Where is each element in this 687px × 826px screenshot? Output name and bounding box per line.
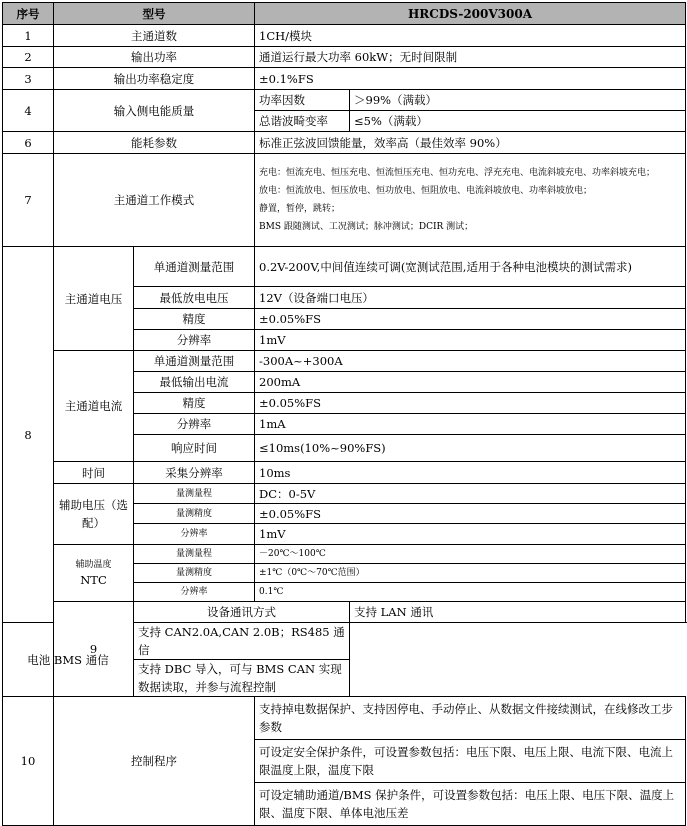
item-value: 可设定辅助通道/BMS 保护条件，可设置参数包括：电压上限、电压下限、温度上限、温度下限、单体电池压差 [255, 783, 686, 826]
item-value: 支持 CAN2.0A,CAN 2.0B；RS485 通信 [134, 623, 350, 660]
spec-value: 1mV [255, 330, 686, 351]
work-mode-rest: 静置，暂停，跳转； [259, 204, 341, 214]
table-row [3, 462, 686, 484]
spec-label: 量测精度 [134, 504, 255, 524]
item-value: 通道运行最大功率 60kW；无时间限制 [255, 47, 686, 68]
thd-value: ≤5%（满载） [350, 111, 686, 132]
row-number: 10 [3, 697, 54, 826]
spec-value: 0.1℃ [255, 583, 686, 602]
item-name: 能耗参数 [54, 132, 255, 154]
item-name: 电池 BMS 通信 [3, 623, 134, 697]
work-mode-discharge: 放电：恒流放电、恒压放电、恒功放电、恒阻放电、电流斜坡放电、功率斜坡放电； [259, 186, 593, 196]
spec-label: 响应时间 [134, 435, 255, 462]
spec-label: 精度 [134, 309, 255, 330]
row-number: 6 [3, 132, 54, 154]
group-aux-temperature [54, 545, 134, 602]
spec-value: ±1℃（0℃～70℃范围） [255, 564, 686, 583]
table-row [3, 68, 686, 90]
aux-temp-title: 辅助温度 [75, 559, 112, 570]
table-row [3, 132, 686, 154]
item-name: 设备通讯方式 [134, 602, 350, 623]
item-name: 输入侧电能质量 [54, 90, 255, 132]
spec-label: 分辨率 [134, 524, 255, 545]
item-value: 1CH/模块 [255, 25, 686, 47]
group-time: 时间 [54, 462, 134, 484]
table-row [3, 90, 686, 111]
table-row [3, 484, 686, 504]
spec-value: ≤10ms(10%~90%FS) [255, 435, 686, 462]
header-no: 序号 [3, 3, 54, 25]
spec-label: 分辨率 [134, 583, 255, 602]
item-value: 标准正弦波回馈能量，效率高（最佳效率 90%） [255, 132, 686, 154]
spec-value: 1mA [255, 414, 686, 435]
item-value: 支持 LAN 通讯 [350, 602, 686, 623]
item-name: 主通道工作模式 [54, 154, 255, 247]
spec-value: 0.2V-200V,中间值连续可调(宽测试范围,适用于各种电池模块的测试需求) [255, 247, 686, 287]
spec-label: 精度 [134, 393, 255, 414]
work-mode-list [255, 154, 686, 247]
spec-label: 分辨率 [134, 414, 255, 435]
spec-label: 量测精度 [134, 564, 255, 583]
item-value: 可设定安全保护条件，可设置参数包括：电压下限、电压上限、电流下限、电流上限温度上限，温度下限 [255, 740, 686, 783]
item-name: 控制程序 [54, 697, 255, 826]
item-name: 主通道数 [54, 25, 255, 47]
header-row [3, 3, 686, 25]
spec-label: 单通道测量范围 [134, 247, 255, 287]
item-name: 输出功率稳定度 [54, 68, 255, 90]
spec-value: －20℃～100℃ [255, 545, 686, 564]
row-number: 4 [3, 90, 54, 132]
row-number: 3 [3, 68, 54, 90]
spec-label: 量测量程 [134, 545, 255, 564]
power-factor-value: ＞99%（满载） [350, 90, 686, 111]
item-name: 输出功率 [54, 47, 255, 68]
row-number: 1 [3, 25, 54, 47]
header-type: 型号 [54, 3, 255, 25]
spec-label: 最低输出电流 [134, 372, 255, 393]
spec-value: 10ms [255, 462, 686, 484]
table-row [3, 545, 686, 564]
table-row [3, 47, 686, 68]
work-mode-tests: BMS 跟随测试、工况测试；脉冲测试；DCIR 测试； [259, 222, 474, 232]
row-number: 2 [3, 47, 54, 68]
group-main-current: 主通道电流 [54, 351, 134, 462]
table-row [3, 154, 686, 247]
spec-label: 采集分辨率 [134, 462, 255, 484]
aux-temp-ntc: NTC [80, 572, 107, 587]
thd-label: 总谐波畸变率 [255, 111, 350, 132]
header-model: HRCDS-200V300A [255, 3, 686, 25]
row-number: 8 [3, 247, 54, 623]
spec-value: 200mA [255, 372, 686, 393]
spec-value: -300A~+300A [255, 351, 686, 372]
spec-value: ±0.05%FS [255, 504, 686, 524]
table-row [3, 351, 686, 372]
power-factor-label: 功率因数 [255, 90, 350, 111]
spec-table [2, 2, 686, 826]
table-row [3, 602, 686, 623]
table-row [3, 697, 686, 740]
table-row [3, 247, 686, 287]
spec-value: 12V（设备端口电压） [255, 287, 686, 309]
work-mode-charge: 充电：恒流充电、恒压充电、恒流恒压充电、恒功充电、浮充充电、电流斜坡充电、功率斜坡充电； [259, 168, 656, 178]
table-row [3, 25, 686, 47]
spec-label: 最低放电电压 [134, 287, 255, 309]
spec-value: DC：0-5V [255, 484, 686, 504]
item-value: 支持掉电数据保护、支持因停电、手动停止、从数据文件接续测试，在线修改工步参数 [255, 697, 686, 740]
group-aux-voltage: 辅助电压（选配） [54, 484, 134, 545]
row-number: 9 [54, 602, 134, 697]
spec-value: ±0.05%FS [255, 309, 686, 330]
spec-label: 量测量程 [134, 484, 255, 504]
row-number: 7 [3, 154, 54, 247]
group-main-voltage: 主通道电压 [54, 247, 134, 351]
item-value: ±0.1%FS [255, 68, 686, 90]
spec-label: 单通道测量范围 [134, 351, 255, 372]
spec-value: 1mV [255, 524, 686, 545]
table-row [3, 623, 686, 660]
spec-value: ±0.05%FS [255, 393, 686, 414]
spec-label: 分辨率 [134, 330, 255, 351]
item-value: 支持 DBC 导入，可与 BMS CAN 实现数据读取，并参与流程控制 [134, 660, 350, 697]
